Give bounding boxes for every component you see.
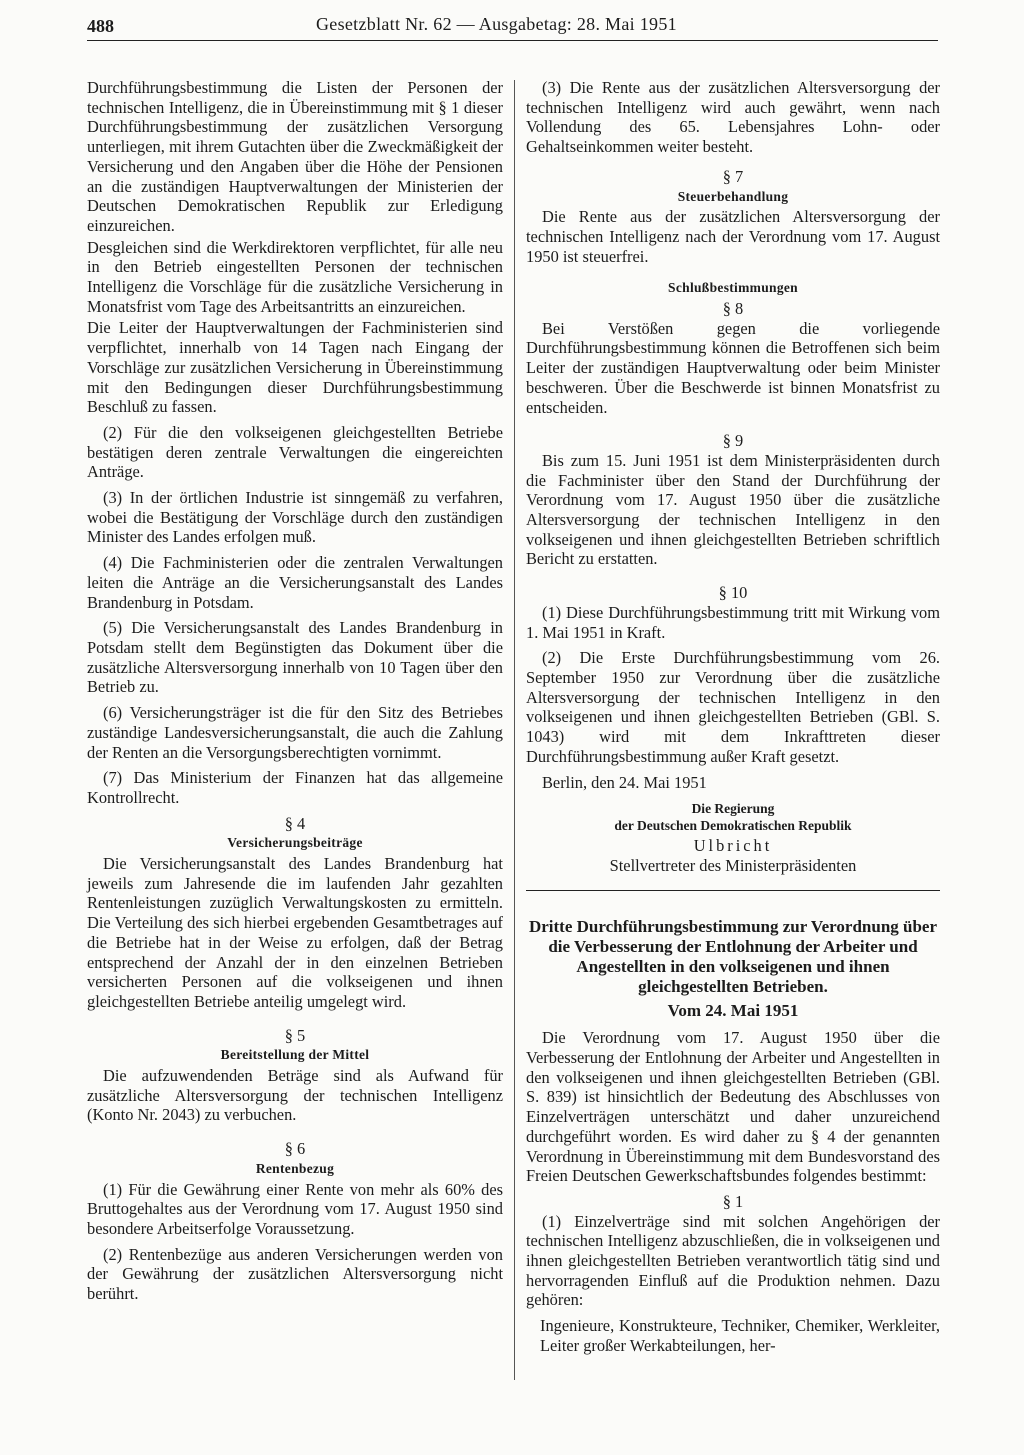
signer-role: Stellvertreter des Ministerpräsidenten: [609, 855, 857, 875]
right-column: [526, 78, 940, 1362]
government-line: Die Regierung: [691, 801, 775, 817]
paragraph: (4) Die Fachministerien oder die zentralen Verwaltungen leiten die Anträge an die Versicherungsanstalt des Landes Brandenburg in Potsdam.: [87, 553, 503, 612]
section-number: § 10: [718, 583, 748, 603]
header-rule: [87, 40, 938, 41]
section-number: § 6: [284, 1139, 306, 1159]
paragraph: Durchführungsbestimmung die Listen der Personen der technischen Intelligenz, die in Übereinstimmung mit § 1 dieser Durchführungsbestimmung der zusätzlichen Versorgung unterliegen, mit ihrem Gutachten über die Zweckmäßigkeit der Versicherung und den Angaben über die Höhe der Pensionen an die zuständigen Hauptverwaltungen der Ministerien der Deutschen Demokratischen Republik zur Erledigung einzureichen.: [87, 78, 503, 235]
paragraph: Ingenieure, Konstrukteure, Techniker, Chemiker, Werkleiter, Leiter großer Werkabteilungen, her-: [540, 1316, 940, 1355]
paragraph: (3) Die Rente aus der zusätzlichen Altersversorgung der technischen Intelligenz wird auch gewährt, wenn nach Vollendung des 65. Lebensjahres Lohn- oder Gehaltseinkommen weiter besteht.: [526, 78, 940, 157]
left-column: [87, 78, 503, 1310]
paragraph: (1) Einzelverträge sind mit solchen Angehörigen der technischen Intelligenz abzuschließen, die in volkseigenen und ihnen gleichgestellten Betrieben verantwortlich tätig sind und hervorragenden Einfluß auf die Produktion nehmen. Dazu gehören:: [526, 1211, 940, 1310]
place-date: Berlin, den 24. Mai 1951: [542, 772, 707, 792]
section-number: § 4: [284, 813, 306, 833]
paragraph: Die Versicherungsanstalt des Landes Brandenburg hat jeweils zum Jahresende die im laufenden Jahr gezahlten Rentenleistungen zuzüglich Verwaltungskosten zu ermitteln. Die Verteilung des sich hierbei ergebenden Gesamtbetrages auf die Betriebe hat in der Weise zu erfolgen, daß der Betrag entsprechend der Anzahl der in den einzelnen Betrieben versicherten Personen auf die volkseigenen und ihnen gleichgestellten Betriebe anteilig umgelegt wird.: [87, 854, 503, 1011]
paragraph: (2) Die Erste Durchführungsbestimmung vom 26. September 1950 zur Verordnung über die zusätzliche Altersversorgung der technischen Intelligenz in den volkseigenen und ihnen gleichgestellten Betrieben (GBl. S. 1043) wird mit dem Inkrafttreten dieser Durchführungsbestimmung außer Kraft gesetzt.: [526, 648, 940, 766]
paragraph: Die Verordnung vom 17. August 1950 über die Verbesserung der Entlohnung der Arbeiter und Angestellten in den volkseigenen und ihnen gleichgestellten Betrieben (GBl. S. 839) ist hinsichtlich der Bedeutung des Abschlusses von Einzelverträgen unterschätzt und daher unzureichend durchgeführt worden. Es wird daher zu § 4 der genannten Verordnung in Übereinstimmung mit dem Bundesvorstand des Freien Deutschen Gewerkschaftsbundes folgendes bestimmt:: [526, 1028, 940, 1186]
page-number: 488: [87, 16, 114, 36]
section-rule: [526, 890, 940, 891]
paragraph: (7) Das Ministerium der Finanzen hat das allgemeine Kontrollrecht.: [87, 768, 503, 807]
paragraph: Die aufzuwendenden Beträge sind als Aufwand für zusätzliche Altersversorgung der technischen Intelligenz (Konto Nr. 2043) zu verbuchen.: [87, 1066, 503, 1125]
paragraph: (1) Diese Durchführungsbestimmung tritt mit Wirkung vom 1. Mai 1951 in Kraft.: [526, 602, 940, 642]
document-heading: Dritte Durchführungsbestimmung zur Verordnung über die Verbesserung der Entlohnung der Arbeiter und Angestellten in den volkseigenen und ihnen gleichgestellten Betrieben.: [528, 916, 938, 996]
final-provisions-title: Schlußbestimmungen: [668, 280, 798, 296]
paragraph: (6) Versicherungsträger ist die für den Sitz des Betriebes zuständige Landesversicherungsanstalt, die auch die Zahlung der Renten an die Versorgungsberechtigten vornimmt.: [87, 703, 503, 762]
paragraph: (5) Die Versicherungsanstalt des Landes Brandenburg in Potsdam stellt dem Begünstigten das Dokument über die zusätzliche Altersversorgung innerhalb von 10 Tagen über den Betrieb zu.: [87, 618, 503, 697]
paragraph: Die Rente aus der zusätzlichen Altersversorgung der technischen Intelligenz nach der Verordnung vom 17. August 1950 ist steuerfrei.: [526, 207, 940, 266]
section-number: § 8: [722, 299, 744, 319]
paragraph: (2) Rentenbezüge aus anderen Versicherungen werden von der Gewährung der zusätzlichen Altersversorgung nicht berührt.: [87, 1244, 503, 1304]
column-divider: [514, 80, 515, 1380]
section-title: Bereitstellung der Mittel: [220, 1047, 370, 1063]
paragraph: Desgleichen sind die Werkdirektoren verpflichtet, für alle neu in den Betrieb eingestellten Personen der technischen Intelligenz die Vorschläge für die zusätzliche Versicherung in Monatsfrist vom Tage des Arbeitsantritts an einzureichen.: [87, 237, 503, 316]
government-line: der Deutschen Demokratischen Republik: [614, 818, 852, 834]
gazette-header: Gesetzblatt Nr. 62 — Ausgabetag: 28. Mai 1951: [316, 14, 677, 34]
section-number: § 7: [722, 166, 744, 186]
paragraph: Bis zum 15. Juni 1951 ist dem Ministerpräsidenten durch die Fachminister über den Stand der Durchführung der Verordnung vom 17. August 1950 über die zusätzliche Altersversorgung der technischen Intelligenz in den volkseigenen und ihnen gleichgestellten Betrieben schriftlich Bericht zu erstatten.: [526, 450, 940, 569]
signer-name: Ulbricht: [693, 836, 773, 856]
paragraph: (1) Für die Gewährung einer Rente von mehr als 60% des Bruttogehaltes aus der Verordnung vom 17. August 1950 sind besondere Arbeitserfolge Voraussetzung.: [87, 1179, 503, 1238]
section-number: § 1: [722, 1191, 744, 1211]
section-title: Rentenbezug: [255, 1160, 335, 1176]
section-title: Steuerbehandlung: [677, 188, 789, 204]
paragraph: (2) Für die den volkseigenen gleichgestellten Betriebe bestätigen deren zentrale Verwaltungen die eingereichten Anträge.: [87, 422, 503, 482]
section-number: § 9: [722, 431, 744, 451]
section-title: Versicherungsbeiträge: [227, 835, 363, 851]
document-date: Vom 24. Mai 1951: [667, 1000, 799, 1020]
paragraph: (3) In der örtlichen Industrie ist sinngemäß zu verfahren, wobei die Bestätigung der Vorschläge durch den zuständigen Minister des Landes erfolgen muß.: [87, 488, 503, 547]
paragraph: Bei Verstößen gegen die vorliegende Durchführungsbestimmung können die Betroffenen sich beim Leiter der zuständigen Hauptverwaltung oder beim Minister beschweren. Über die Beschwerde ist binnen Monatsfrist zu entscheiden.: [526, 318, 940, 417]
section-number: § 5: [284, 1025, 306, 1045]
paragraph: Die Leiter der Hauptverwaltungen der Fachministerien sind verpflichtet, innerhalb von 14 Tagen nach Eingang der Vorschläge zur zusätzlichen Versicherung in Übereinstimmung mit den Bedingungen dieser Durchführungsbestimmung Beschluß zu fassen.: [87, 318, 503, 417]
